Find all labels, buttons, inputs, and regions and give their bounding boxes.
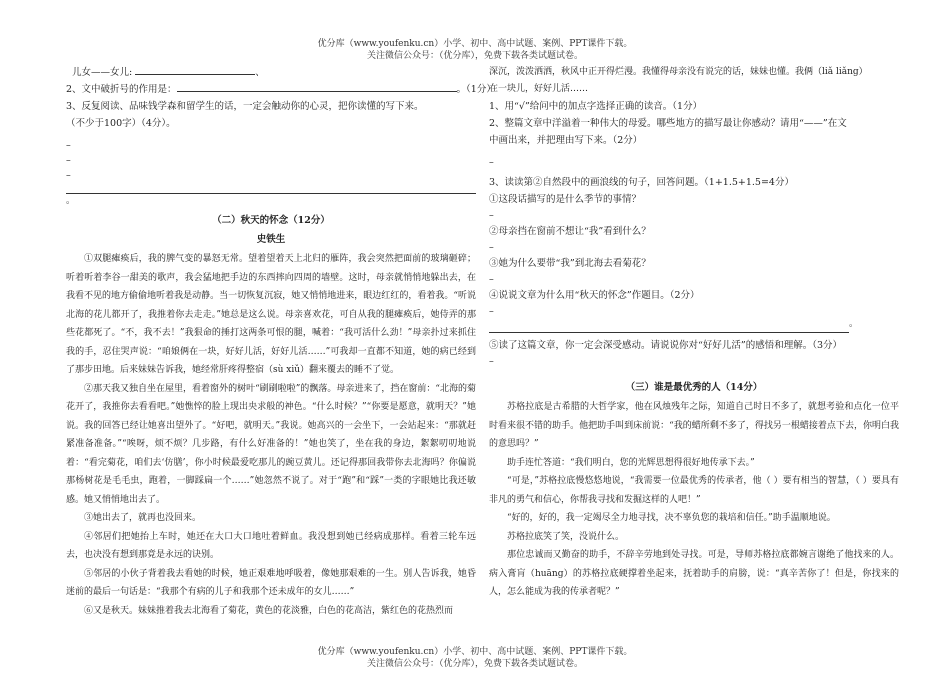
sub-question-4: ④说说文章为什么用“秋天的怀念”作题目。（2分） [489,290,700,301]
answer-line-mark[interactable]: – [66,170,71,181]
page-header [0,38,950,62]
pair-answer-blank[interactable] [135,64,255,75]
passage3-paragraph-3: “可是，”苏格拉底慢悠悠地说，“我需要一位最优秀的传承者，他（ ）要有相当的智慧，（ ）要具有非凡的勇气和信心，你帮我寻找和发掘这样的人吧！” [489,476,899,505]
passage-paragraph-6: ⑥又是秋天。妹妹推着我去北海看了菊花，黄色的花淡雅，白色的花高洁，紫红色的花热烈而 [84,605,454,616]
passage-paragraph-1: ①双腿瘫痪后，我的脾气变的暴怒无常。望着望着天上北归的雁阵，我会突然把面前的玻璃砸碎；听着听着李谷一甜美的歌声，我会猛地把手边的东西摔向四周的墙壁。这时，母亲就悄悄地躲出去，在我看不见的地方偷偷地听着我是动静。当一切恢复沉寂，她又悄悄地进来，眼边红红的，看着我。“听说北海的花儿都开了，我推着你去走走。”她总是这么说。母亲喜欢花，可自从我的腿瘫痪后，她侍弄的那些花都死了。“不，我不去！”我狠命的捶打这两条可恨的腿，喊着：“我可活什么劲！”母亲扑过来抓住我的手，忍住哭声说：“咱娘俩在一块，好好儿活，好好儿活……”可我却一直都不知道，她的病已经到了那步田地。后来妹妹告诉我，她经常肝疼得整宿（sù xiǔ）翻来覆去的睡不了觉。 [66,254,476,375]
sub-4-answer-line[interactable] [489,322,849,333]
right-question-1: 1、用“√”给问中的加点字选择正确的读音。（1分） [489,101,703,112]
passage3-paragraph-5: 苏格拉底笑了笑，没说什么。 [507,531,625,542]
passage3-paragraph-1: 苏格拉底是古希腊的大哲学家，他在风烛残年之际，知道自己时日不多了，就想考验和点化一位平时看来很不错的助手。他把助手叫到床前说：“我的蜡所剩不多了，得找另一根蜡接着点下去，你明白我的意思吗？” [489,402,899,449]
question-3-line-2: （不少于100字）（4分）。 [66,118,176,129]
answer-line-mark[interactable]: – [489,157,494,168]
passage3-paragraph-4: “好的，好的，我一定竭尽全力地寻找，决不辜负您的栽培和信任。”助手温顺地说。 [507,513,836,523]
right-question-2-line-2: 中画出来，并把理由写下来。（2分） [489,135,643,146]
right-question-3: 3、读读第②自然段中的画浪线的句子，回答问题。（1+1.5+1.5=4分） [489,177,794,188]
answer-line-mark[interactable]: – [66,155,71,166]
question-3-line-1: 3、反复阅读、品味钱学森和留学生的话，一定会触动你的心灵，把你读懂的写下来。 [66,101,424,112]
section-3-title: （三）谁是最优秀的人（14分） [625,382,763,393]
footer-line-2: 关注微信公众号：（优分库），免费下载各类试题试卷。 [366,659,583,669]
sub-4-answer-row: 。 [489,319,899,333]
answer-line-mark[interactable]: – [489,210,494,221]
page-footer [0,646,950,670]
passage-continuation-2: 在一块儿，好好儿活…… [489,84,589,94]
answer-line-mark[interactable]: – [489,242,494,253]
answer-line-mark[interactable]: – [489,274,494,285]
section-2-author: 史铁生 [256,234,286,245]
pair-label: 儿女——女儿: [72,67,133,78]
answer-line-mark[interactable]: – [66,140,71,151]
sub-question-1: ①这段话描写的是什么季节的事情？ [489,194,642,205]
answer-line-mark[interactable]: – [489,306,494,317]
passage-paragraph-2: ②那天我又独自坐在屋里，看着窗外的树叶“刷刷啦啦”的飘落。母亲进来了，挡在窗前：“北海的菊花开了，我推你去看看吧。”她憔悴的脸上现出央求般的神色。“什么时候？”“你要是愿意，就明天？”她说。我的回答已经让她喜出望外了。“好吧，就明天。”我说。她高兴的一会坐下，一会站起来：“那就赶紧准备准备。”“唉呀，烦不烦？几步路，有什么好准备的！”她也笑了，坐在我的身边，絮絮叨叨地说着：“看完菊花，咱们去‘仿膳’，你小时候最爱吃那儿的豌豆黄儿。还记得那回我带你去北海吗？你偏说那杨树花是毛毛虫，跑着，一脚踩扁一个……”她忽然不说了。对于“跑”和“踩”一类的字眼她比我还敏感。她又悄悄地出去了。 [66,383,476,505]
end-mark: 。 [66,196,76,206]
section-2-title: （二）秋天的怀念（12分） [212,215,330,226]
footer-line-1: 优分库（www.youfenku.cn）小学、初中、高中试题、案例、PPT课件下载。 [317,647,633,657]
passage3-paragraph-6: 那位忠诚而又勤奋的助手，不辞辛劳地到处寻找。可是，导师苏格拉底都婉言谢绝了他找来的人。病入膏肓（huāng）的苏格拉底硬撑着坐起来，抚着助手的肩膀，说：“真辛苦你了！但是，你找来的人，怎么能成为我的传承者呢？” [489,550,899,597]
left-column [66,64,496,620]
sub-question-3: ③她为什么要带“我”到北海去看菊花？ [489,258,651,269]
answer-underline[interactable] [66,183,476,194]
sub-question-2: ②母亲挡在窗前不想让“我”看到什么？ [489,226,651,237]
right-column [489,64,899,602]
question-pair-row: 儿女——女儿: 、 [66,64,476,81]
header-line-1: 优分库（www.youfenku.cn）小学、初中、高中试题、案例、PPT课件下载。 [317,39,633,49]
header-line-2: 关注微信公众号：（优分库），免费下载各类试题试卷。 [366,51,583,61]
question-2: 2、文中破折号的作用是： 。（1分） [66,81,476,98]
sub-question-5: ⑤读了这篇文章，你一定会深受感动。请说说你对“好好儿活”的感悟和理解。（3分） [489,340,843,351]
passage3-paragraph-2: 助手连忙答道：“我们明白，您的光辉思想得很好地传承下去。” [507,457,755,468]
passage-continuation-1: 深沉，泼泼洒洒，秋风中正开得烂漫。我懂得母亲没有说完的话，妹妹也懂。我俩（liǎ liǎng） [489,67,868,77]
q2-answer-blank[interactable] [177,81,457,92]
passage-paragraph-5: ⑤邻居的小伙子背着我去看她的时候，她正艰难地呼吸着，像她那艰难的一生。别人告诉我，她昏迷前的最后一句话是：“我那个有病的儿子和我那个还未成年的女儿……” [66,568,476,597]
answer-line-mark[interactable]: – [489,356,494,367]
right-question-2-line-1: 2、整篇文章中洋溢着一种伟大的母爱。哪些地方的描写最让你感动？请用“——”在文 [489,118,847,129]
passage-paragraph-3: ③她出去了，就再也没回来。 [84,513,202,523]
passage-paragraph-4: ④邻居们把她抬上车时，她还在大口大口地吐着鲜血。我没想到她已经病成那样。看着三轮车远去，也决没有想到那竟是永远的诀别。 [66,531,476,560]
